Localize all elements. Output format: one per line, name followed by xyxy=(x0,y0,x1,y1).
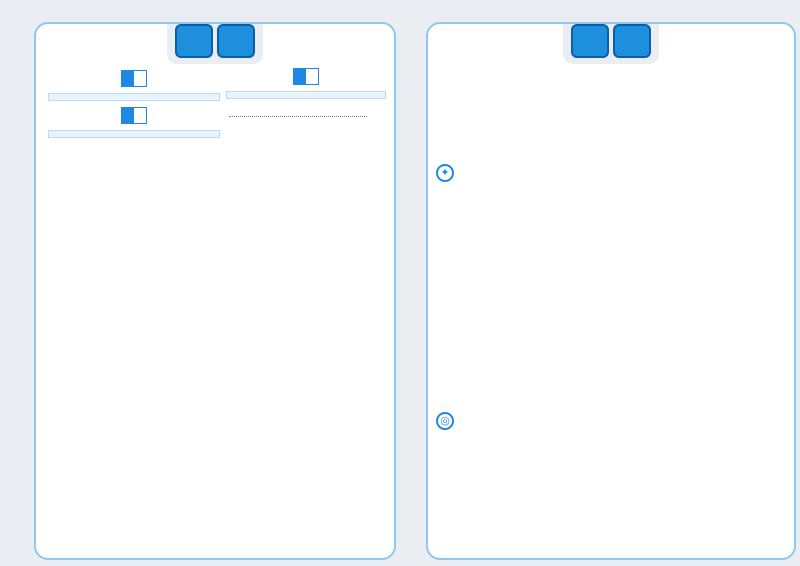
section-note-final xyxy=(226,91,386,99)
target-icon: ◎ xyxy=(436,412,454,430)
toc-row-answers[interactable] xyxy=(226,105,386,120)
index-title xyxy=(563,22,659,64)
section-header-final xyxy=(226,68,386,85)
section-note-special xyxy=(48,130,220,138)
toc-left-column xyxy=(48,70,220,144)
right-page-index xyxy=(426,22,796,560)
toc-right-column xyxy=(226,64,386,120)
section-note xyxy=(48,93,220,101)
section-header-special xyxy=(48,107,220,124)
section-header-sync-units xyxy=(48,70,220,87)
left-page-toc xyxy=(34,22,396,560)
toc-title xyxy=(167,22,263,64)
lightbulb-icon: ✦ xyxy=(436,164,454,182)
